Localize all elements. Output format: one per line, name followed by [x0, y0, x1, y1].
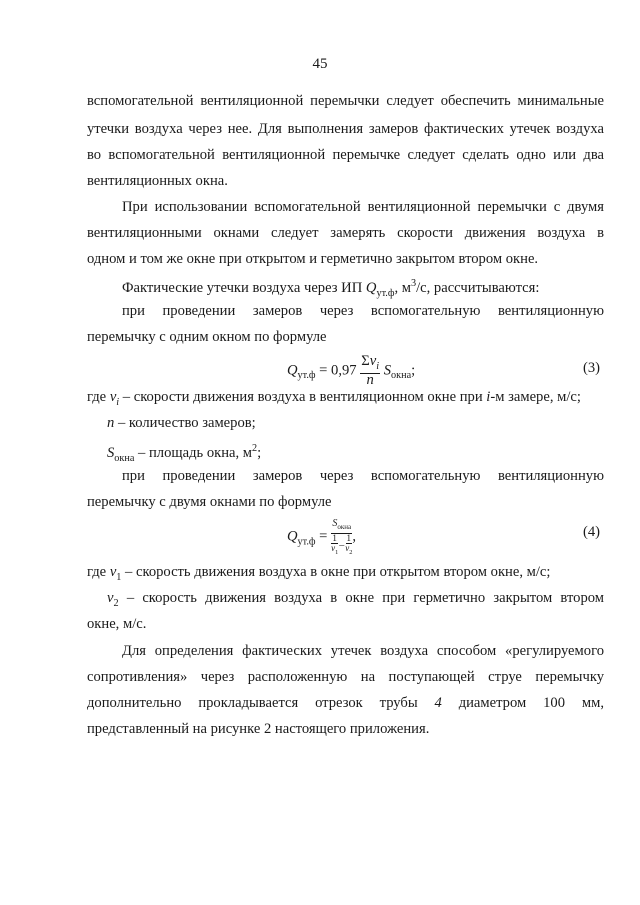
text-line-with-symbol: n – количество замеров;: [107, 415, 256, 431]
text-line: вентиляционных окна.: [87, 173, 228, 189]
text-line: при проведении замеров через вспомогательную вентиляционную: [122, 303, 604, 319]
formula-4-fraction: $S_{окна}$ $\frac{1}{v_1}$ – $\frac{1}{v_2}$: [331, 518, 353, 556]
formula-3-fraction: $\frac{\Sigma v_i}{n}$: [361, 353, 380, 388]
text-line: перемычку с одним окном по формуле: [87, 329, 327, 345]
text-line: перемычку с двумя окнами по формуле: [87, 494, 332, 510]
text-line: окне, м/с.: [87, 616, 147, 632]
text-line: одном и том же окне при открытом и герметично закрытом втором окне.: [87, 251, 539, 267]
text-line-with-symbol: $S_{окна}$ – площадь окна, $м^2$;: [107, 443, 262, 464]
text-line: во вспомогательной вентиляционной перемычке следует сделать одно или два: [87, 147, 604, 163]
formula-4: $Q_{ут.ф}$ = $S_{окна}$ $\frac{1}{v_1}$ – $\frac{1}{v_2}$ ,: [287, 518, 357, 556]
text-line-with-symbol: $v_2$ – скорость движения воздуха в окне при герметично закрытом втором: [107, 590, 604, 609]
text-line: при проведении замеров через вспомогательную вентиляционную: [122, 468, 604, 484]
formula-3: $Q_{ут.ф} = 0,97$ $\frac{\Sigma v_i}{n}$ $S_{окна}$;: [287, 353, 416, 388]
text-line: представленный на рисунке 2 настоящего приложения.: [87, 721, 430, 737]
text-line-with-symbol: где $v_i$ – скорости движения воздуха в вентиляционном окне при i-м замере, м/с;: [87, 389, 581, 408]
text-line: утечки воздуха через нее. Для выполнения замеров фактических утечек воздуха: [87, 121, 604, 137]
text-line: При использовании вспомогательной вентиляционной перемычки с двумя: [122, 199, 604, 215]
page-number: 45: [312, 56, 328, 72]
text-line-with-symbol: где $v_1$ – скорость движения воздуха в окне при открытом втором окне, м/с;: [87, 564, 551, 583]
text-line: вспомогательной вентиляционной перемычки следует обеспечить минимальные: [87, 93, 604, 109]
text-line-with-symbol: дополнительно прокладывается отрезок трубы 4 диаметром 100 мм,: [87, 695, 604, 711]
text-line-with-symbol: Фактические утечки воздуха через ИП $Q_{ут.ф}$, $м^3/с$, рассчитываются:: [122, 278, 540, 299]
text-line: Для определения фактических утечек воздуха способом «регулируемого: [122, 643, 604, 659]
text-line: вентиляционными окнами следует замерять скорости движения воздуха в: [87, 225, 604, 241]
equation-number-3: (3): [583, 360, 601, 376]
equation-number-4: (4): [583, 524, 601, 540]
text-line: сопротивления» через расположенную на поступающей струе перемычку: [87, 669, 604, 685]
